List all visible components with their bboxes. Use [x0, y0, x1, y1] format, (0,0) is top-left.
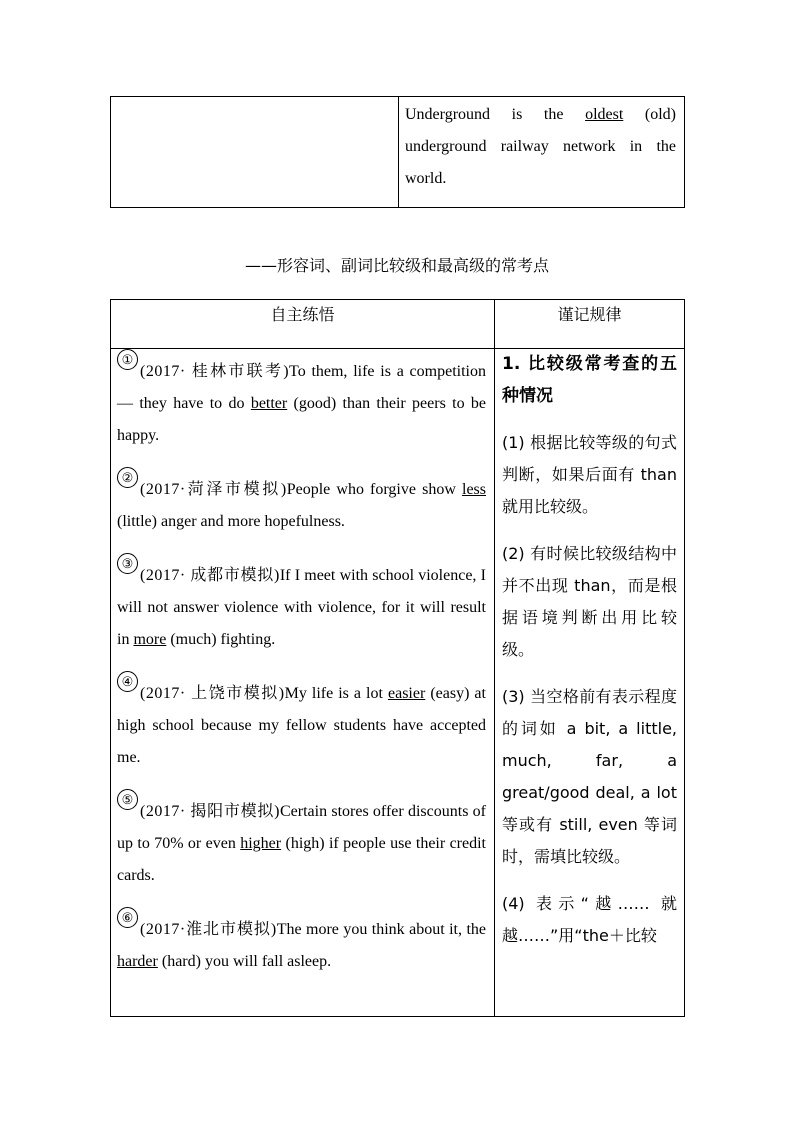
source-label: (2017·菏泽市模拟): [140, 481, 287, 498]
continuation-table: [110, 96, 685, 208]
section-title: ——形容词、副词比较级和最高级的常考点: [244, 256, 549, 275]
circled-number: ③: [117, 553, 138, 574]
header-cell-rules: [495, 300, 685, 349]
rule-point: (4) 表示“越…… 就越……”用“the＋比较: [502, 894, 677, 945]
practice-table: [110, 299, 685, 1017]
sentence-text: People who forgive show: [286, 481, 462, 498]
source-label: (2017· 上饶市模拟): [140, 685, 285, 702]
sentence-text: (easy) at high school because my fellow students have accepted me.: [117, 685, 486, 766]
answer-word: better: [250, 395, 288, 412]
sentence-text: My life is a lot: [284, 685, 388, 702]
circled-number: ⑤: [117, 789, 138, 810]
circled-number: ④: [117, 671, 138, 692]
sentence-text: Certain stores offer discounts of up to 70% or even: [117, 803, 486, 852]
rules-cell: [495, 349, 685, 1017]
sentence-text: (much) fighting.: [166, 631, 276, 648]
source-label: (2017· 成都市模拟): [140, 567, 280, 584]
practice-item: [117, 349, 486, 452]
answer-word: harder: [117, 953, 158, 970]
example-sentence: [399, 97, 684, 195]
sentence-text: (hard) you will fall asleep.: [157, 953, 332, 970]
source-label: (2017· 揭阳市模拟): [140, 803, 280, 820]
example-cell: [399, 97, 685, 208]
practice-item: [117, 467, 486, 538]
practice-item: [117, 671, 486, 774]
answer-word: oldest: [585, 106, 624, 123]
source-label: (2017· 桂林市联考): [140, 363, 290, 380]
header-cell-practice: [111, 300, 495, 349]
sentence-text: (little) anger and more hopefulness.: [117, 513, 345, 530]
practice-item: [117, 553, 486, 656]
sentence-text: If I meet with school violence, I will not answer violence with violence, for it will result in: [117, 567, 486, 648]
circled-number: ②: [117, 467, 138, 488]
answer-word: easier: [387, 685, 426, 702]
circled-number: ①: [117, 349, 138, 370]
sentence-text: The more you think about it, the: [276, 921, 487, 938]
sentence-text: Underground is the: [405, 106, 586, 123]
sentence-text: (old) underground railway network in the world.: [405, 106, 676, 187]
answer-word: more: [133, 631, 167, 648]
practice-list: [111, 349, 494, 978]
header-label: 谨记规律: [557, 305, 622, 324]
rule-point: (3) 当空格前有表示程度的词如 a bit, a little, much, far, a great/good deal, a lot 等或有 still, even 等词时，需填比较级。: [502, 687, 677, 866]
answer-word: higher: [240, 835, 282, 852]
sentence-text: To them, life is a competition — they have to do: [117, 363, 486, 412]
rule-point: (1) 根据比较等级的句式判断，如果后面有 than 就用比较级。: [502, 433, 677, 516]
answer-word: less: [462, 481, 486, 498]
rule-point: (2) 有时候比较级结构中并不出现 than，而是根据语境判断出用比较级。: [502, 544, 677, 659]
sentence-text: (good) than their peers to be happy.: [117, 395, 486, 444]
rules-list: [495, 348, 684, 952]
rules-heading: 1. 比较级常考查的五种情况: [502, 354, 677, 406]
practice-item: [117, 789, 486, 892]
practice-item: [117, 907, 486, 978]
header-label: 自主练悟: [270, 305, 335, 324]
empty-cell: [111, 97, 399, 208]
sentence-text: (high) if people use their credit cards.: [117, 835, 487, 884]
source-label: (2017·淮北市模拟): [140, 921, 277, 938]
circled-number: ⑥: [117, 907, 138, 928]
practice-cell: [111, 349, 495, 1017]
